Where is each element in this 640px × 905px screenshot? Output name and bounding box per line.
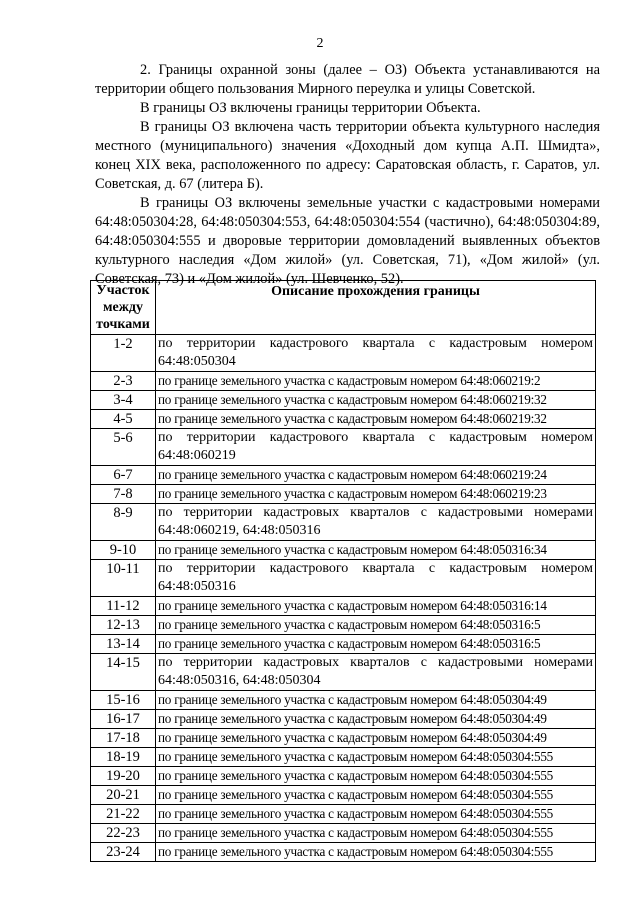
segment-cell: 7-8 <box>91 485 156 504</box>
description-cell: по границе земельного участка с кадастровым номером 64:48:050304:555 <box>156 824 596 843</box>
segment-cell: 18-19 <box>91 748 156 767</box>
table-row <box>91 541 596 560</box>
table-header-row <box>91 281 596 335</box>
page-number: 2 <box>316 36 324 51</box>
description-cell: по границе земельного участка с кадастровым номером 64:48:050316:14 <box>156 597 596 616</box>
segment-cell: 19-20 <box>91 767 156 786</box>
table-row <box>91 843 596 862</box>
segment-cell: 15-16 <box>91 691 156 710</box>
paragraph-zone-boundaries: 2. Границы охранной зоны (далее – ОЗ) Объекта устанавливаются на территории общего пользования Мирного переулка и улицы Советской. <box>95 62 600 97</box>
table-row <box>91 654 596 691</box>
segment-cell: 14-15 <box>91 654 156 691</box>
segment-cell: 23-24 <box>91 843 156 862</box>
segment-cell: 6-7 <box>91 466 156 485</box>
description-cell: по границе земельного участка с кадастровым номером 64:48:060219:32 <box>156 410 596 429</box>
table-row <box>91 372 596 391</box>
description-cell: по границе земельного участка с кадастровым номером 64:48:060219:23 <box>156 485 596 504</box>
table-row <box>91 805 596 824</box>
segment-cell: 13-14 <box>91 635 156 654</box>
description-cell: по территории кадастрового квартала с кадастровым номером 64:48:060219 <box>156 429 596 466</box>
table-row <box>91 391 596 410</box>
table-row <box>91 485 596 504</box>
description-cell: по территории кадастровых кварталов с кадастровыми номерами 64:48:050316, 64:48:050304 <box>156 654 596 691</box>
table-row <box>91 710 596 729</box>
description-cell: по границе земельного участка с кадастровым номером 64:48:060219:32 <box>156 391 596 410</box>
segment-cell: 4-5 <box>91 410 156 429</box>
segment-cell: 20-21 <box>91 786 156 805</box>
segment-cell: 2-3 <box>91 372 156 391</box>
segment-cell: 16-17 <box>91 710 156 729</box>
segment-cell: 12-13 <box>91 616 156 635</box>
description-cell: по территории кадастрового квартала с кадастровым номером 64:48:050316 <box>156 560 596 597</box>
description-cell: по границе земельного участка с кадастровым номером 64:48:050304:555 <box>156 748 596 767</box>
segment-cell: 17-18 <box>91 729 156 748</box>
paragraph-land-plots: В границы ОЗ включены земельные участки с кадастровыми номерами 64:48:050304:28, 64:48:050304:553, 64:48:050304:554 (частично), 64:48:050304:89, 64:48:050304:555 и дворовые территории домовладений выявленных объектов культурного наследия «Дом жилой» (ул. Советская, 71), «Дом жилой» (ул. Советская, 73) и «Дом жилой» (ул. Шевченко, 52). <box>95 195 600 287</box>
description-cell: по границе земельного участка с кадастровым номером 64:48:050316:5 <box>156 616 596 635</box>
segment-cell: 3-4 <box>91 391 156 410</box>
segment-cell: 1-2 <box>91 335 156 372</box>
boundary-table <box>90 280 596 862</box>
paragraph-heritage-object: В границы ОЗ включена часть территории объекта культурного наследия местного (муниципального) значения «Доходный дом купца А.П. Шмидта», конец XIX века, расположенного по адресу: Саратовская область, г. Саратов, ул. Советская, д. 67 (литера Б). <box>95 119 600 192</box>
description-cell: по границе земельного участка с кадастровым номером 64:48:050316:5 <box>156 635 596 654</box>
table-row <box>91 748 596 767</box>
paragraph-object-territory: В границы ОЗ включены границы территории Объекта. <box>140 100 481 116</box>
table-row <box>91 786 596 805</box>
body-text <box>95 61 600 289</box>
table-body <box>91 335 596 862</box>
table-row <box>91 597 596 616</box>
table-row <box>91 729 596 748</box>
description-cell: по границе земельного участка с кадастровым номером 64:48:060219:2 <box>156 372 596 391</box>
table-row <box>91 560 596 597</box>
table-row <box>91 691 596 710</box>
description-cell: по границе земельного участка с кадастровым номером 64:48:050304:555 <box>156 843 596 862</box>
table-row <box>91 616 596 635</box>
segment-cell: 10-11 <box>91 560 156 597</box>
table-row <box>91 767 596 786</box>
description-cell: по границе земельного участка с кадастровым номером 64:48:050304:49 <box>156 729 596 748</box>
description-cell: по границе земельного участка с кадастровым номером 64:48:050304:555 <box>156 805 596 824</box>
segment-cell: 9-10 <box>91 541 156 560</box>
table-row <box>91 824 596 843</box>
description-cell: по границе земельного участка с кадастровым номером 64:48:060219:24 <box>156 466 596 485</box>
table-row <box>91 410 596 429</box>
segment-cell: 5-6 <box>91 429 156 466</box>
segment-cell: 11-12 <box>91 597 156 616</box>
description-cell: по границе земельного участка с кадастровым номером 64:48:050316:34 <box>156 541 596 560</box>
segment-cell: 22-23 <box>91 824 156 843</box>
table-row <box>91 335 596 372</box>
description-cell: по территории кадастровых кварталов с кадастровыми номерами 64:48:060219, 64:48:050316 <box>156 504 596 541</box>
table-row <box>91 429 596 466</box>
segment-cell: 21-22 <box>91 805 156 824</box>
table-row <box>91 466 596 485</box>
table-row <box>91 635 596 654</box>
description-cell: по границе земельного участка с кадастровым номером 64:48:050304:49 <box>156 691 596 710</box>
header-description: Описание прохождения границы <box>156 281 596 335</box>
description-cell: по границе земельного участка с кадастровым номером 64:48:050304:49 <box>156 710 596 729</box>
description-cell: по границе земельного участка с кадастровым номером 64:48:050304:555 <box>156 767 596 786</box>
description-cell: по границе земельного участка с кадастровым номером 64:48:050304:555 <box>156 786 596 805</box>
description-cell: по территории кадастрового квартала с кадастровым номером 64:48:050304 <box>156 335 596 372</box>
segment-cell: 8-9 <box>91 504 156 541</box>
table-row <box>91 504 596 541</box>
header-segment: Участок между точками <box>91 281 156 335</box>
